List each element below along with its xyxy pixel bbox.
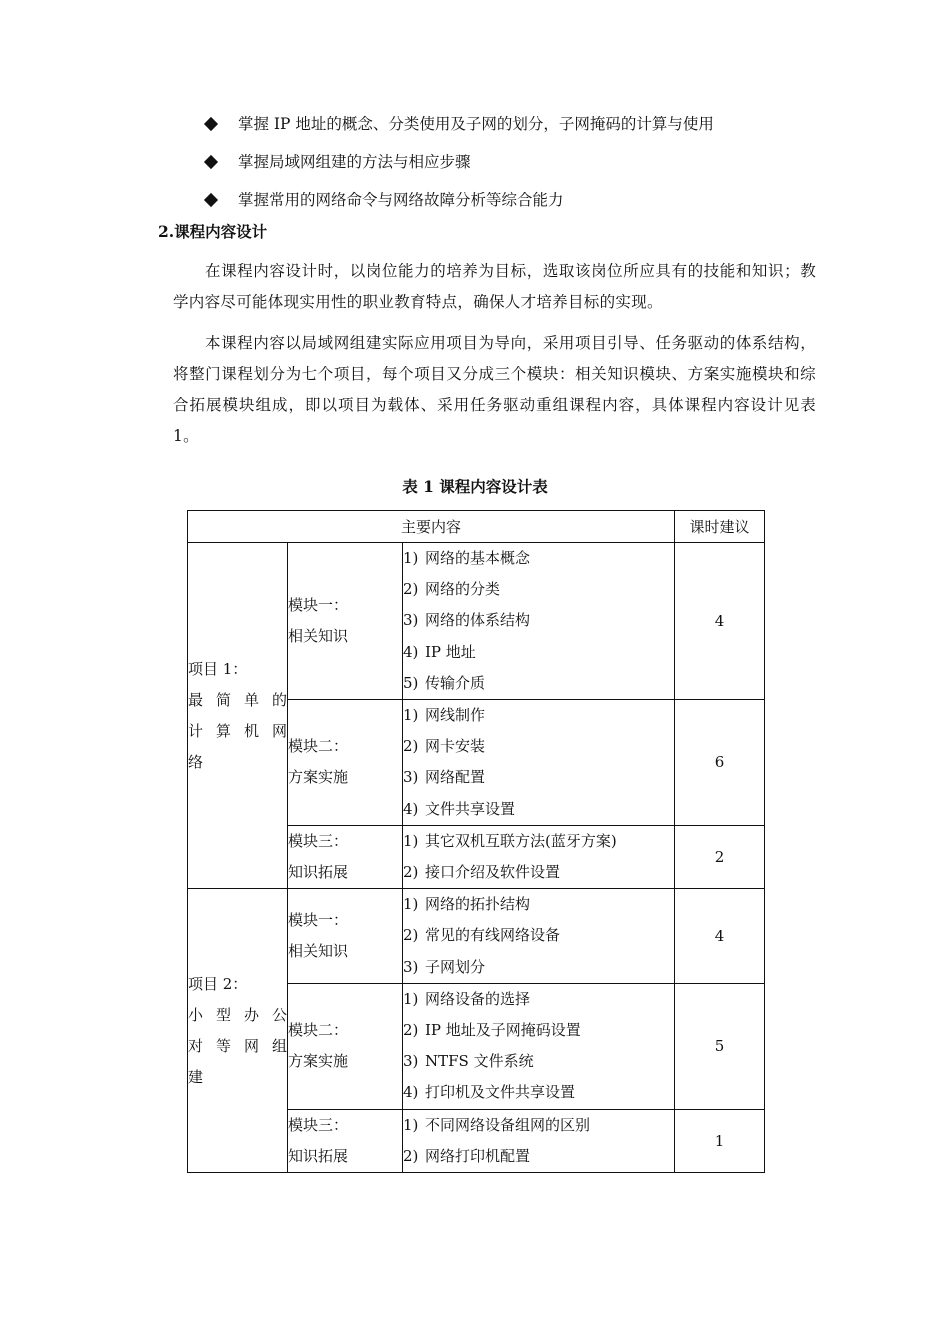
module-items: [403, 700, 675, 826]
list-item: 2) IP 地址及子网掩码设置: [403, 1021, 581, 1040]
list-item: 2) 网络的分类: [403, 580, 501, 599]
section-title: 2.课程内容设计: [158, 222, 268, 241]
list-item: 1) 网络的拓扑结构: [403, 895, 531, 914]
list-item: 3) NTFS 文件系统: [403, 1052, 534, 1071]
hours-value: 6: [675, 700, 765, 826]
list-item: 3) 子网划分: [403, 957, 486, 976]
hours-value: 2: [675, 825, 765, 888]
diamond-bullet-icon: [204, 117, 218, 131]
hours-value: 5: [675, 983, 765, 1109]
objective-list: [203, 105, 714, 219]
module-name: 模块三： 知识拓展: [288, 1109, 403, 1172]
list-item: 1) 网络设备的选择: [403, 989, 531, 1008]
project-cell: 项目 2： 小型办公 对等网组 建: [188, 889, 288, 1173]
paragraph: 在课程内容设计时，以岗位能力的培养为目标，选取该岗位所应具有的技能和知识；教学内容尽可能体现实用性的职业教育特点，确保人才培养目标的实现。: [173, 262, 816, 311]
table-row: [188, 889, 765, 984]
list-item: 3) 网络的体系结构: [403, 611, 531, 630]
header-main-content: 主要内容: [188, 511, 675, 543]
table-header-row: [188, 511, 765, 543]
header-hours: 课时建议: [675, 511, 765, 543]
list-item: 4) 文件共享设置: [403, 799, 516, 818]
module-items: [403, 889, 675, 984]
module-name: 模块二： 方案实施: [288, 700, 403, 826]
list-item: 2) 网络打印机配置: [403, 1146, 531, 1165]
objective-item: 掌握局域网组建的方法与相应步骤: [203, 143, 714, 181]
hours-value: 4: [675, 543, 765, 700]
course-content-table: [187, 510, 765, 1173]
list-item: 2) 接口介绍及软件设置: [403, 863, 561, 882]
list-item: 4) 打印机及文件共享设置: [403, 1083, 576, 1102]
list-item: 1) 不同网络设备组网的区别: [403, 1115, 591, 1134]
module-name: 模块一： 相关知识: [288, 543, 403, 700]
module-items: [403, 983, 675, 1109]
objective-item: 掌握 IP 地址的概念、分类使用及子网的划分，子网掩码的计算与使用: [203, 105, 714, 143]
module-name: 模块一： 相关知识: [288, 889, 403, 984]
diamond-bullet-icon: [204, 155, 218, 169]
module-name: 模块三： 知识拓展: [288, 825, 403, 888]
hours-value: 1: [675, 1109, 765, 1172]
diamond-bullet-icon: [204, 193, 218, 207]
project-cell: 项目 1： 最简单的 计算机网 络: [188, 543, 288, 889]
list-item: 1) 网络的基本概念: [403, 549, 531, 567]
list-item: 2) 网卡安装: [403, 737, 486, 756]
list-item: 1) 网线制作: [403, 706, 486, 725]
module-name: 模块二： 方案实施: [288, 983, 403, 1109]
module-items: [403, 543, 675, 700]
list-item: 1) 其它双机互联方法(蓝牙方案): [403, 831, 617, 850]
list-item: 5) 传输介质: [403, 673, 486, 692]
list-item: 4) IP 地址: [403, 642, 476, 661]
module-items: [403, 825, 675, 888]
paragraph: 本课程内容以局域网组建实际应用项目为导向，采用项目引导、任务驱动的体系结构，将整门课程划分为七个项目，每个项目又分成三个模块：相关知识模块、方案实施模块和综合拓展模块组成，即以项目为载体、采用任务驱动重组课程内容，具体课程内容设计见表 1。: [173, 334, 816, 445]
table-caption: 表 1 课程内容设计表: [402, 477, 548, 496]
list-item: 3) 网络配置: [403, 768, 486, 787]
module-items: [403, 1109, 675, 1172]
table-row: [188, 543, 765, 700]
objective-item: 掌握常用的网络命令与网络故障分析等综合能力: [203, 181, 714, 219]
list-item: 2) 常见的有线网络设备: [403, 926, 561, 945]
hours-value: 4: [675, 889, 765, 984]
